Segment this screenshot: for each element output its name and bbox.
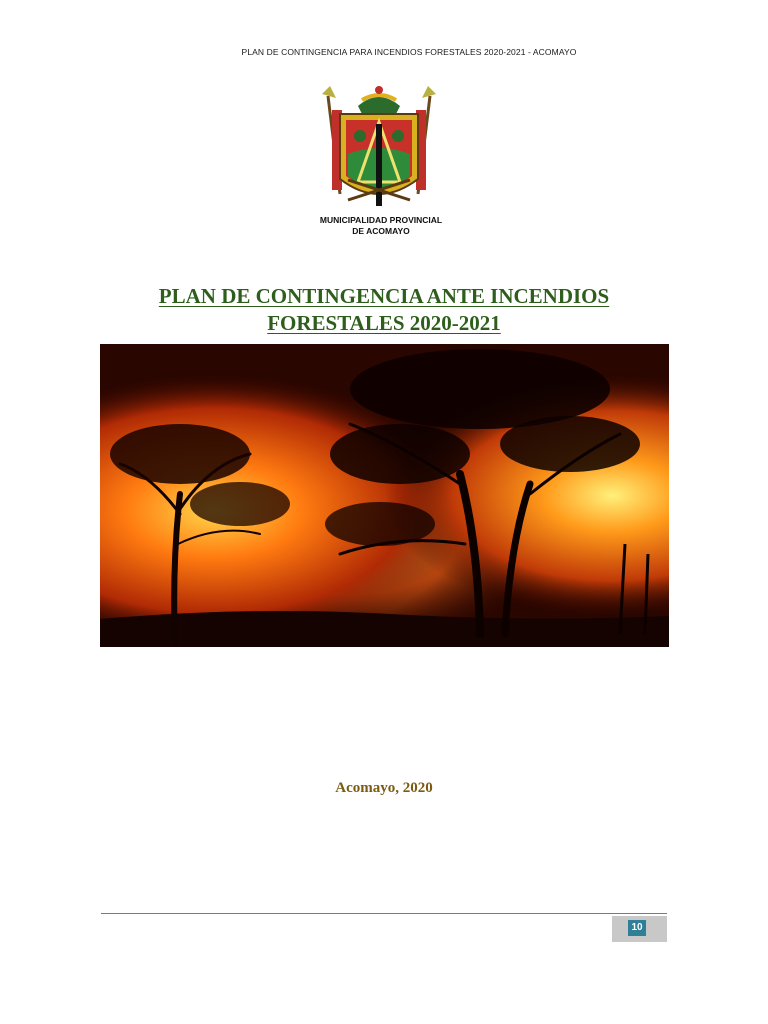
- footer-divider: [101, 913, 667, 914]
- forest-fire-photo: [100, 344, 669, 647]
- title-line-1: PLAN DE CONTINGENCIA ANTE INCENDIOS: [158, 284, 610, 308]
- page-number: 10: [628, 920, 646, 936]
- place-and-date: Acomayo, 2020: [335, 780, 433, 796]
- running-header: PLAN DE CONTINGENCIA PARA INCENDIOS FORESTALES 2020-2021 - ACOMAYO: [241, 47, 577, 57]
- document-title: [100, 283, 668, 337]
- organization-line-2: DE ACOMAYO: [352, 226, 410, 236]
- organization-name: [290, 215, 472, 237]
- municipal-crest-icon: [318, 84, 440, 218]
- organization-line-1: MUNICIPALIDAD PROVINCIAL: [319, 215, 443, 225]
- title-line-2: FORESTALES 2020-2021: [267, 311, 501, 335]
